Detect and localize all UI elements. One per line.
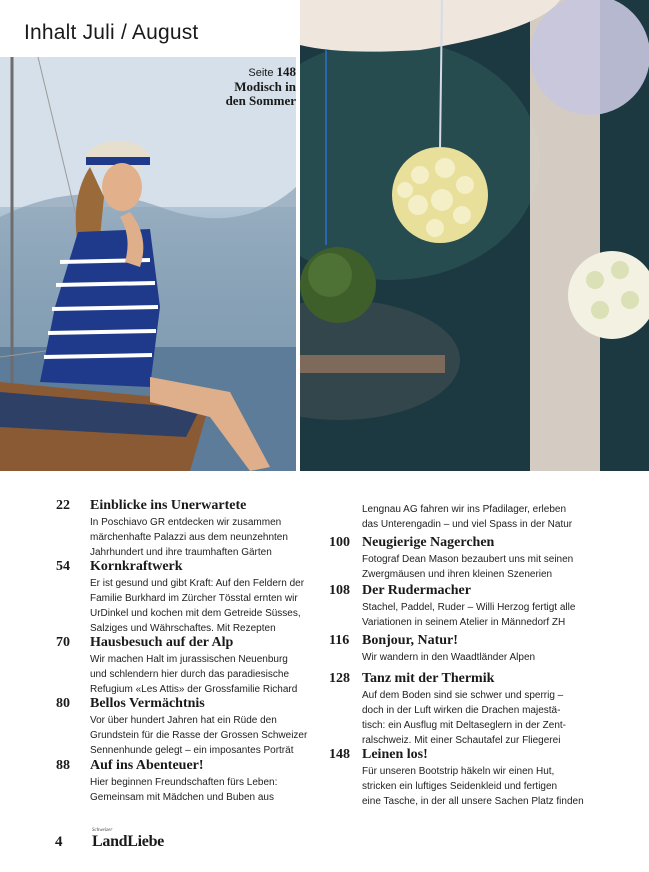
feature-page-number: 148 [276, 64, 296, 79]
toc-title: Tanz mit der Thermik [362, 671, 495, 686]
feature-page-ref [226, 65, 296, 80]
toc-description [362, 688, 566, 748]
toc-title: Einblicke ins Unerwartete [90, 498, 247, 513]
page-title: Inhalt Juli / August [24, 21, 199, 44]
toc-description [90, 652, 297, 697]
toc-page-number: 100 [329, 535, 350, 550]
toc-page-number: 70 [56, 635, 70, 650]
toc-page-number: 128 [329, 671, 350, 686]
toc-description [362, 764, 584, 809]
toc-description [90, 576, 304, 636]
toc-line: stricken ein luftiges Seidenkleid und fertigen [362, 781, 558, 792]
toc-line: Auf dem Boden sind sie schwer und sperrig – [362, 690, 564, 701]
toc-line: Salziges und Währschaftes. Mit Rezepten [90, 623, 276, 634]
toc-title: Bellos Vermächtnis [90, 696, 205, 711]
toc-continuation [362, 502, 572, 532]
toc-line: ralschweiz. Mit einer Schautafel zur Fliegerei [362, 735, 561, 746]
page-header [0, 0, 296, 57]
toc-line: doch in der Luft wirken die Drachen majestä- [362, 705, 561, 716]
toc-description [362, 552, 573, 582]
toc-line: eine Tasche, in der all unsere Sachen Platz finden [362, 796, 584, 807]
toc-line: Familie Burkhard im Zürcher Tösstal ernten wir [90, 593, 298, 604]
sailboat-photo [0, 57, 296, 471]
toc-page-number: 22 [56, 498, 70, 513]
toc-line: tisch: ein Ausflug mit Deltaseglern in der Zent- [362, 720, 566, 731]
toc-title: Bonjour, Natur! [362, 633, 458, 648]
toc-title: Auf ins Abenteuer! [90, 758, 204, 773]
feature-title-line2: den Sommer [225, 93, 296, 108]
toc-page-number: 54 [56, 559, 70, 574]
flower-balls-illustration [300, 0, 649, 471]
toc-description [90, 515, 288, 560]
flower-decoration-photo [300, 0, 649, 471]
toc-description [90, 713, 307, 758]
toc-line: Fotograf Dean Mason bezaubert uns mit seinen [362, 554, 574, 565]
toc-line: Variationen in seinem Atelier in Männedorf ZH [362, 617, 566, 628]
toc-line: Wir wandern in den Waadtländer Alpen [362, 652, 536, 663]
page-number: 4 [55, 834, 63, 850]
toc-page-number: 148 [329, 747, 350, 762]
toc-line: Refugium «Les Attis» der Grossfamilie Richard [90, 684, 298, 695]
toc-line: Jahrhundert und ihre traumhaften Gärten [90, 547, 272, 558]
toc-title: Neugierige Nagerchen [362, 535, 495, 550]
toc-line: Für unseren Bootstrip häkeln wir einen Hut, [362, 766, 555, 777]
toc-line: Hier beginnen Freundschaften fürs Leben: [90, 777, 278, 788]
toc-line: Vor über hundert Jahren hat ein Rüde den [90, 715, 277, 726]
toc-description [362, 650, 535, 665]
toc-line: Stachel, Paddel, Ruder – Willi Herzog fertigt alle [362, 602, 576, 613]
toc-line: und schlendern hier durch das paradiesische [90, 669, 290, 680]
feature-title-line1: Modisch in [234, 79, 296, 94]
toc-page-number: 88 [56, 758, 70, 773]
toc-line: Zwergmäusen und ihren kleinen Szenerien [362, 569, 553, 580]
toc-line: Gemeinsam mit Mädchen und Buben aus [90, 792, 274, 803]
toc-description [362, 600, 575, 630]
toc-line: Sennenhunde gelegt – ein imposantes Porträt [90, 745, 294, 756]
toc-title: Kornkraftwerk [90, 559, 183, 574]
toc-line: Er ist gesund und gibt Kraft: Auf den Feldern der [90, 578, 305, 589]
toc-line: UrDinkel und kochen mit dem Getreide Süsses, [90, 608, 301, 619]
toc-line: Lengnau AG fahren wir ins Pfadilager, erleben [362, 504, 567, 515]
toc-description [90, 775, 277, 805]
feature-callout[interactable] [226, 65, 296, 108]
toc-page-number: 116 [329, 633, 350, 648]
toc-title: Leinen los! [362, 747, 428, 762]
feature-page-label: Seite [248, 67, 274, 79]
brand-tagline: Schweizer [92, 828, 113, 833]
toc-title: Hausbesuch auf der Alp [90, 635, 234, 650]
toc-line: Grundstein für die Rasse der Grossen Schweizer [90, 730, 308, 741]
toc-line: In Poschiavo GR entdecken wir zusammen [90, 517, 282, 528]
toc-line: Wir machen Halt im jurassischen Neuenburg [90, 654, 288, 665]
toc-title: Der Rudermacher [362, 583, 471, 598]
toc-line: märchenhafte Palazzi aus dem neunzehnten [90, 532, 288, 543]
toc-page-number: 108 [329, 583, 350, 598]
toc-line: das Unterengadin – und viel Spass in der Natur [362, 519, 573, 530]
sailboat-scene-illustration [0, 57, 296, 471]
brand-name: LandLiebe [92, 833, 164, 850]
toc-page-number: 80 [56, 696, 70, 711]
